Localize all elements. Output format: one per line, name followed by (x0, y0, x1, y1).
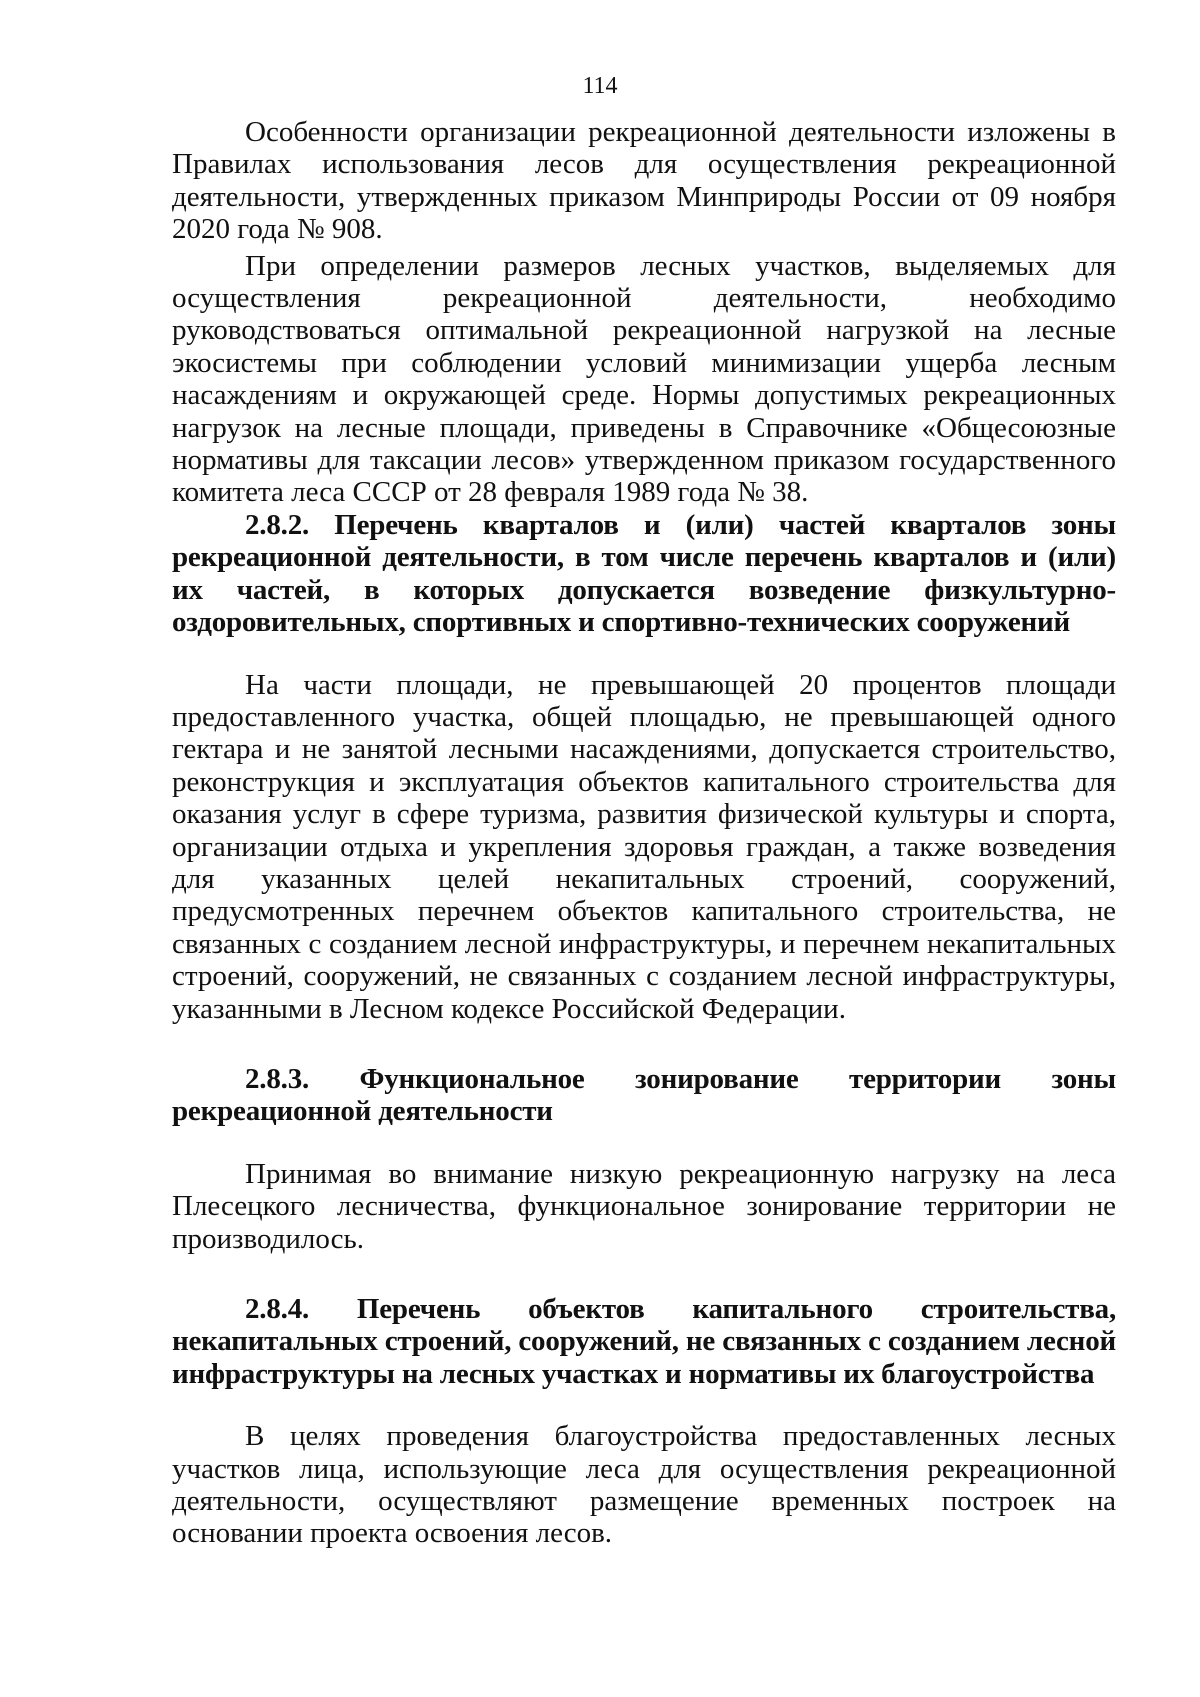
section-heading-2-8-3: 2.8.3. Функциональное зонирование территории зоны рекреационной деятельности (172, 1062, 1116, 1128)
spacer (172, 1025, 1116, 1063)
spacer (172, 639, 1116, 669)
paragraph-zoning: Принимая во внимание низкую рекреационную нагрузку на леса Плесецкого лесничества, функциональное зонирование территории не производилось. (172, 1157, 1116, 1255)
paragraph-temporary-buildings: В целях проведения благоустройства предоставленных лесных участков лица, использующие леса для осуществления рекреационной деятельности, осуществляют размещение временных построек на основании проекта освоения лесов. (172, 1420, 1116, 1550)
paragraph-recreation-rules: Особенности организации рекреационной деятельности изложены в Правилах использования лесов для осуществления рекреационной деятельности, утвержденных приказом Минприроды России от 09 ноября 2020 года № 908. (172, 116, 1116, 246)
spacer (172, 1128, 1116, 1158)
section-heading-2-8-4: 2.8.4. Перечень объектов капитального строительства, некапитальных строений, сооружений, не связанных с созданием лесной инфраструктуры на лесных участках и нормативы их благоустройства (172, 1293, 1116, 1390)
paragraph-plot-sizes: При определении размеров лесных участков, выделяемых для осуществления рекреационной деятельности, необходимо руководствоваться оптимальной рекреационной нагрузкой на лесные экосистемы при соблюдении условий минимизации ущерба лесным насаждениям и окружающей среде. Нормы допустимых рекреационных нагрузок на лесные площади, приведены в Справочнике «Общесоюзные нормативы для таксации лесов» утвержденном приказом государственного комитета леса СССР от 28 февраля 1989 года № 38. (172, 249, 1116, 509)
spacer (172, 1255, 1116, 1293)
document-body (172, 116, 1116, 1550)
spacer (172, 1390, 1116, 1420)
section-heading-2-8-2: 2.8.2. Перечень кварталов и (или) частей кварталов зоны рекреационной деятельности, в том числе перечень кварталов и (или) их частей, в которых допускается возведение физкультурно-оздоровительных, спортивных и спортивно-технических сооружений (172, 508, 1116, 639)
paragraph-construction-allowance: На части площади, не превышающей 20 процентов площади предоставленного участка, общей площадью, не превышающей одного гектара и не занятой лесными насаждениями, допускается строительство, реконструкция и эксплуатация объектов капитального строительства для оказания услуг в сфере туризма, развития физической культуры и спорта, организации отдыха и укрепления здоровья граждан, а также возведения для указанных целей некапитальных строений, сооружений, предусмотренных перечнем объектов капитального строительства, не связанных с созданием лесной инфраструктуры, и перечнем некапитальных строений, сооружений, не связанных с созданием лесной инфраструктуры, указанными в Лесном кодексе Российской Федерации. (172, 668, 1116, 1025)
page-number: 114 (582, 73, 618, 99)
